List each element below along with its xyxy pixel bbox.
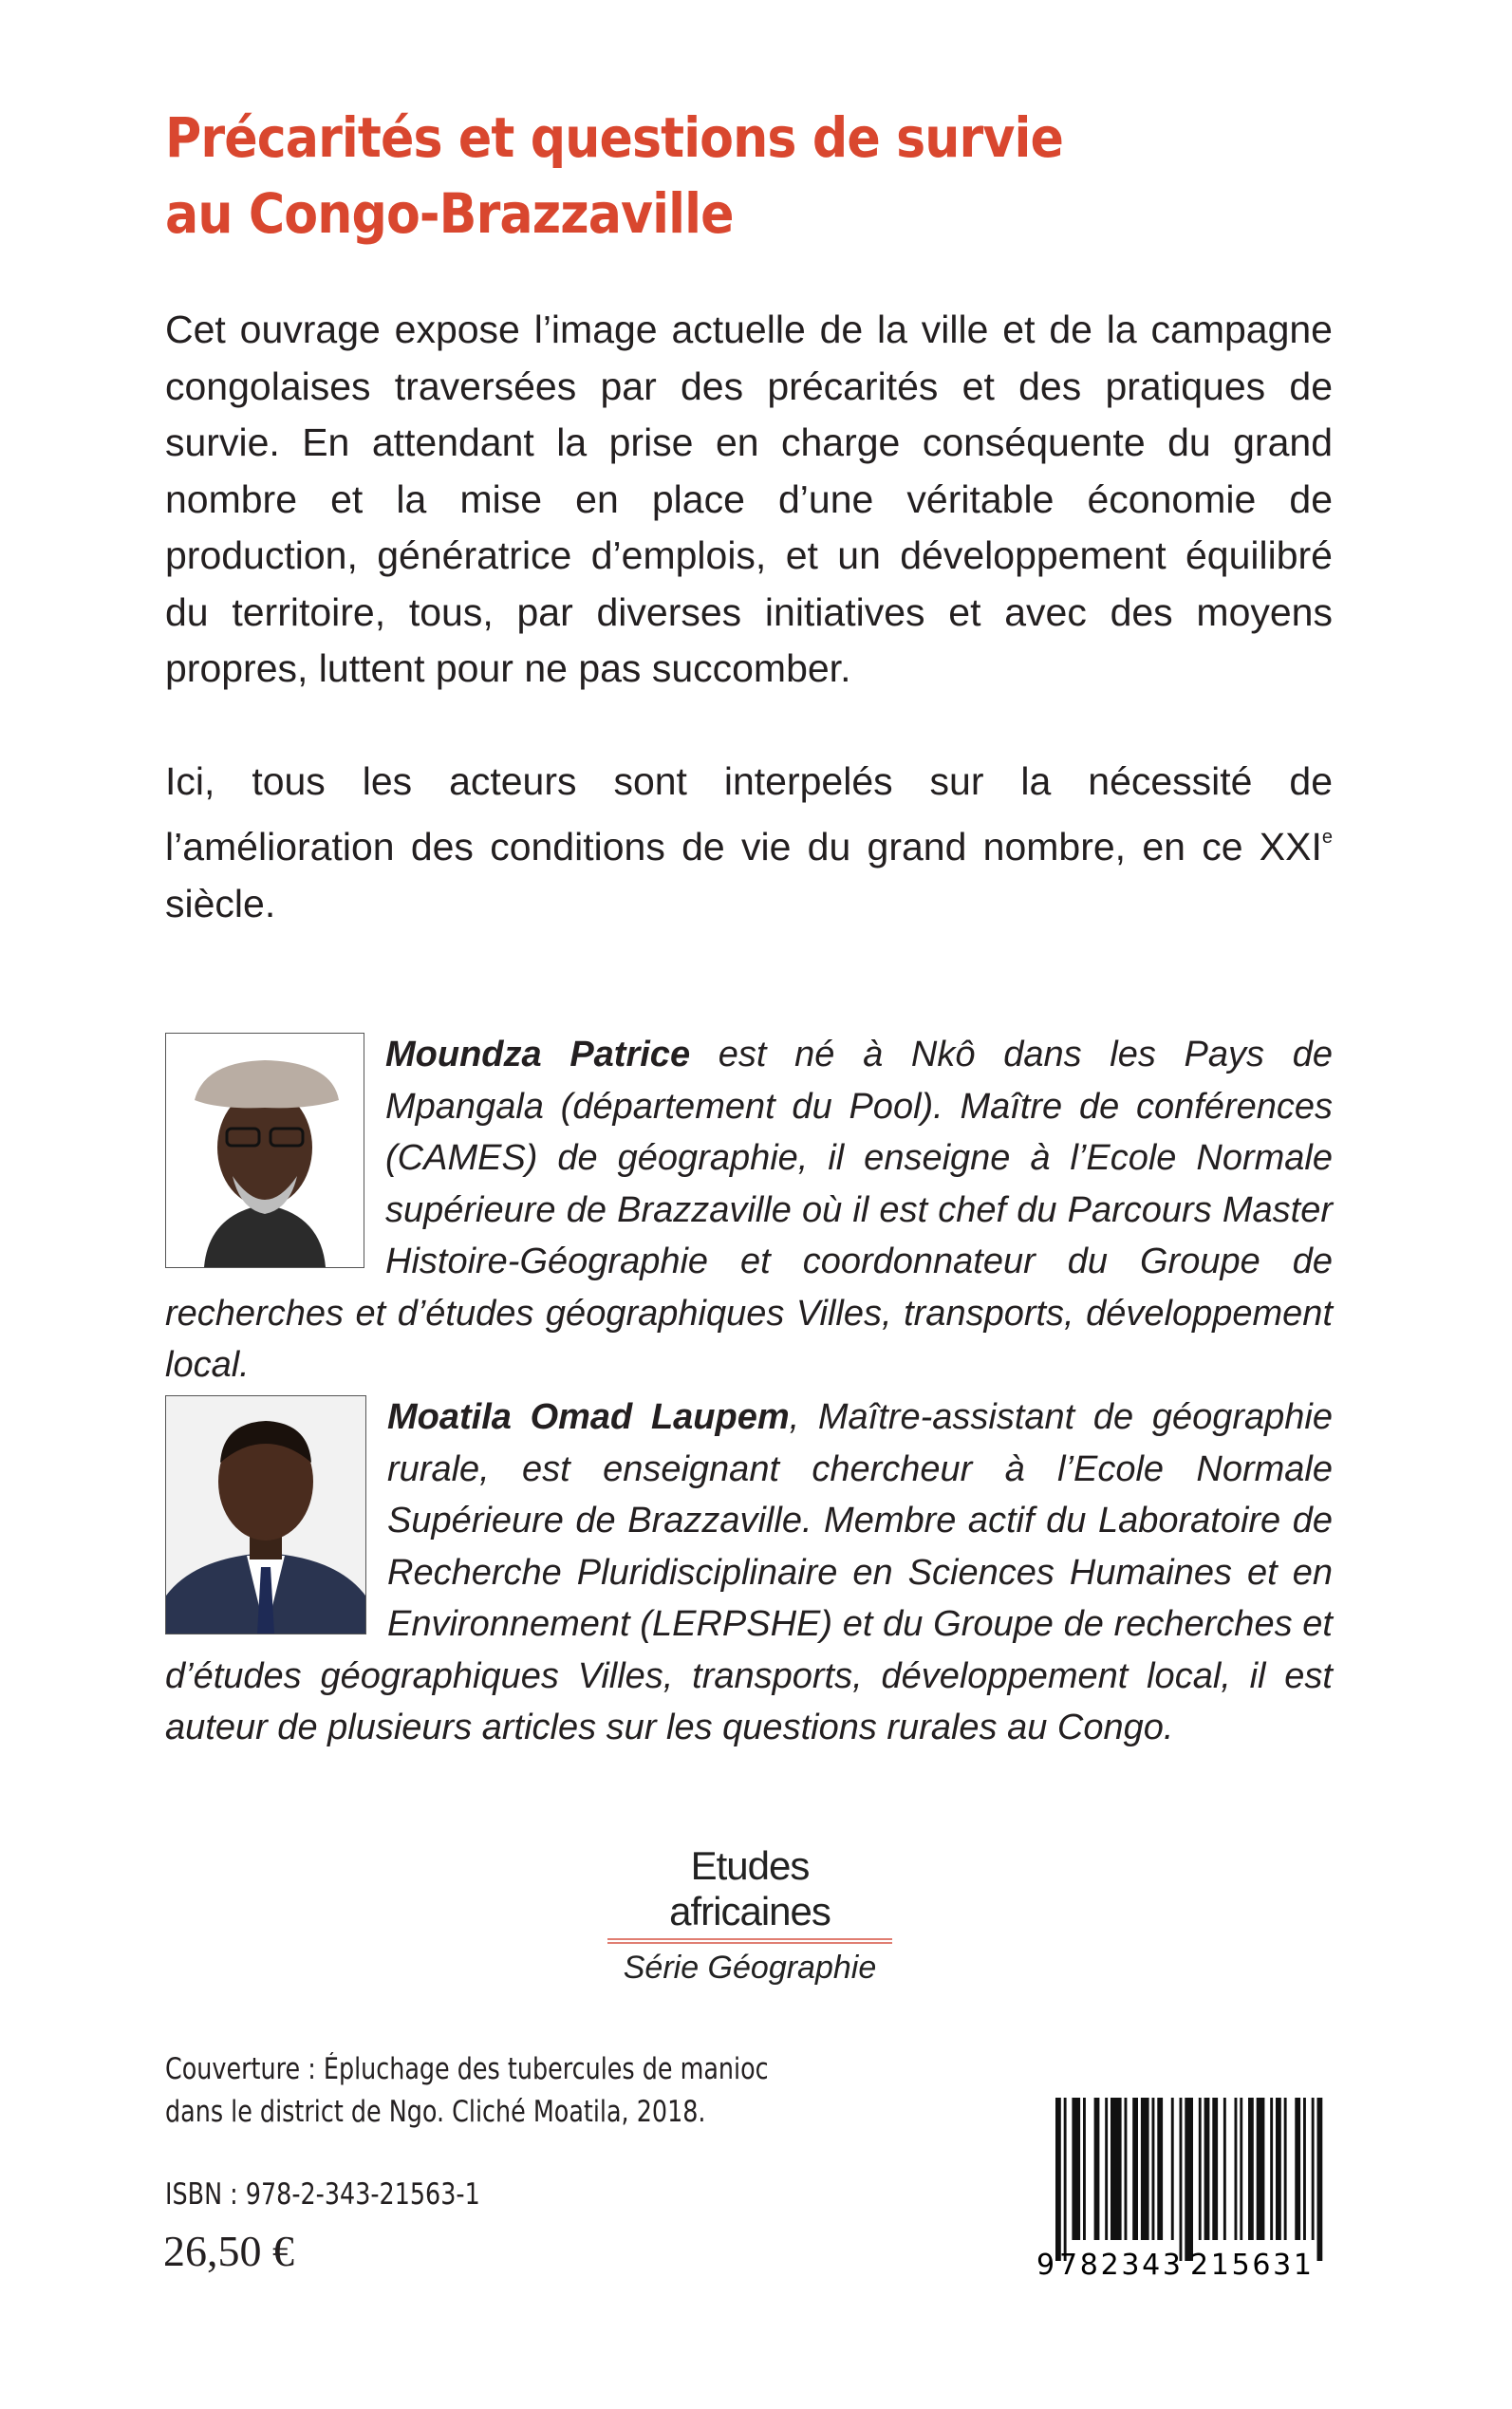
book-title [165,100,1233,252]
author-bio-2 [165,1391,1333,1754]
barcode-digits-right: 215631 [1190,2249,1312,2278]
barcode-bar [1303,2098,1306,2240]
barcode-digit-first: 9 [1036,2249,1055,2278]
isbn: ISBN : 978-2-343-21563-1 [165,2177,480,2212]
barcode-bar [1111,2098,1122,2240]
author-name-1: Moundza Patrice [385,1035,691,1074]
barcode-bar [1157,2098,1163,2240]
barcode-bar [1125,2098,1128,2240]
barcode [1036,2098,1335,2278]
author-bio-text-1: est né à Nkô dans les Pays de Mpangala (département du Pool). Maître de conférences (CAMES) de géographie, il enseigne à l’Ecole Normale supérieure de Brazzaville où il est chef du Parcours Master Histoire-Géographie et coordonnateur du Groupe de recherches et d’études géographiques Villes, transports, développement local. [165,1035,1333,1385]
barcode-bar [1248,2098,1254,2240]
barcode-bar [1223,2098,1226,2240]
barcode-bar [1141,2098,1149,2240]
title-line-2: au Congo-Brazzaville [165,181,734,246]
barcode-bar [1257,2098,1265,2240]
author-photo-2 [165,1395,366,1634]
series-rule [607,1938,892,1944]
subseries-name: Série Géographie [623,1950,877,1986]
barcode-bar [1235,2098,1238,2240]
superscript: e [1321,827,1333,848]
credit-line-2: dans le district de Ngo. Cliché Moatila, 2018. [165,2095,706,2129]
author-name-2: Moatila Omad Laupem [387,1397,790,1437]
summary [165,302,1333,988]
barcode-bar [1083,2098,1086,2240]
barcode-bars [1055,2098,1322,2261]
barcode-bar [1094,2098,1100,2240]
barcode-bar [1317,2098,1323,2261]
barcode-bar [1312,2098,1315,2240]
barcode-bar [1284,2098,1287,2240]
author-bio-text-2: , Maître-assistant de géographie rurale, est enseignant chercheur à l’Ecole Normale Supérieure de Brazzaville. Membre actif du Laboratoire de Recherche Pluridisciplinaire en Sciences Humaines et en Environnement (LERPSHE) et du Groupe de recherches et d’études géographiques Villes, transports, développement local, il est auteur de plusieurs articles sur les questions rurales au Congo. [165,1397,1333,1747]
barcode-bar [1199,2098,1202,2240]
barcode-bar [1180,2098,1183,2261]
barcode-bar [1105,2098,1108,2240]
summary-text: Ici, tous les acteurs sont interpelés sur la nécessité de l’amélioration des conditions de vie du grand nombre, en ce XXI [165,758,1333,868]
barcode-bar [1295,2098,1300,2240]
barcode-bar [1171,2098,1174,2240]
summary-paragraph-2 [165,754,1333,933]
barcode-bar [1212,2098,1218,2240]
title-line-1: Précarités et questions de survie [165,105,1063,170]
barcode-bar [1240,2098,1242,2240]
barcode-bar [1276,2098,1281,2240]
barcode-bar [1055,2098,1061,2261]
summary-paragraph-1: Cet ouvrage expose l’image actuelle de la ville et de la campagne congolaises traversées par des précarités et des pratiques de survie. En attendant la prise en charge conséquente du grand nombre et la mise en place d’une véritable économie de production, génératrice d’emplois, et un développement équilibré du territoire, tous, par diverses initiatives et avec des moyens propres, luttent pour ne pas succomber. [165,308,1333,690]
series-logo [607,1843,892,1987]
credit-line-1: Couverture : Épluchage des tubercules de manioc [165,2052,769,2086]
barcode-bar [1064,2098,1067,2261]
author-bio-1 [165,1029,1333,1391]
series-name: Etudes africaines [669,1843,831,1933]
barcode-bar [1132,2098,1138,2240]
summary-text: siècle. [165,881,276,925]
cover-credit [165,2048,769,2134]
barcode-bar [1185,2098,1193,2261]
price: 26,50 € [163,2227,294,2275]
author-photo-1 [165,1033,364,1268]
barcode-bar [1204,2098,1210,2240]
barcode-bar [1270,2098,1273,2240]
barcode-bar [1072,2098,1080,2240]
barcode-digits-left: 782343 [1059,2249,1181,2278]
barcode-bar [1152,2098,1155,2240]
